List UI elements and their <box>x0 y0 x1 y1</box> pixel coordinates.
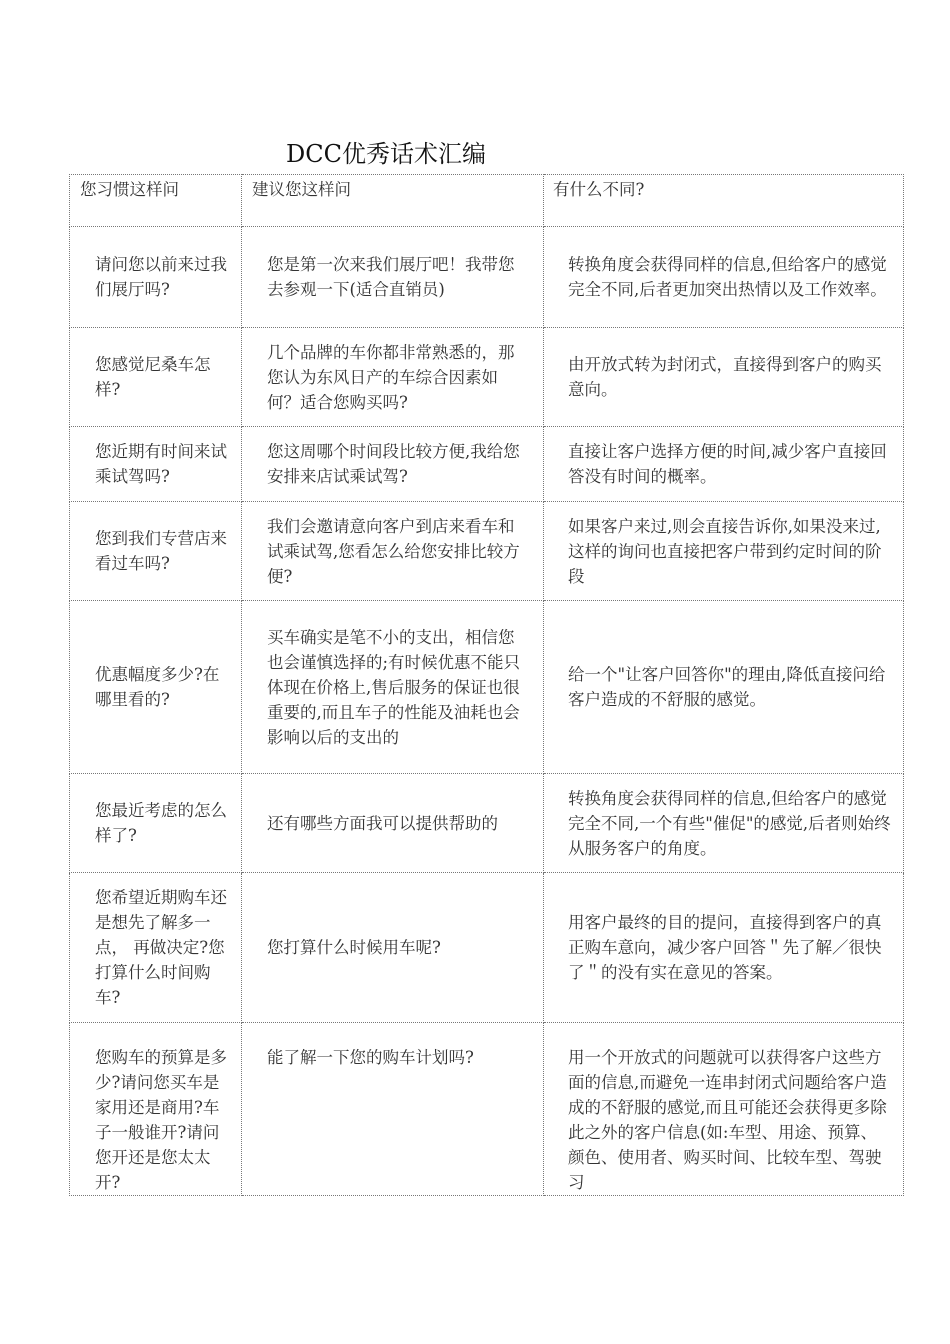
table-row <box>70 601 904 774</box>
table-row <box>70 873 904 1023</box>
header-cell-difference: 有什么不同? <box>544 175 904 227</box>
suggested-question: 您打算什么时候用车呢? <box>242 873 544 1023</box>
table-row <box>70 502 904 601</box>
habit-question: 您最近考虑的怎么样了? <box>70 774 242 873</box>
suggested-question: 我们会邀请意向客户到店来看车和试乘试驾,您看怎么给您安排比较方便? <box>242 502 544 601</box>
habit-question: 您到我们专营店来看过车吗? <box>70 502 242 601</box>
difference-note: 转换角度会获得同样的信息,但给客户的感觉完全不同,一个有些"催促"的感觉,后者则始终从服务客户的角度。 <box>544 774 904 873</box>
table-row <box>70 427 904 502</box>
difference-note: 用客户最终的目的提问，直接得到客户的真正购车意向，减少客户回答＂先了解／很快了＂的没有实在意见的答案。 <box>544 873 904 1023</box>
difference-note: 由开放式转为封闭式，直接得到客户的购买意向。 <box>544 328 904 427</box>
suggested-question: 您是第一次来我们展厅吧！我带您去参观一下(适合直销员) <box>242 227 544 328</box>
header-cell-suggest: 建议您这样问 <box>242 175 544 227</box>
habit-question: 您近期有时间来试乘试驾吗? <box>70 427 242 502</box>
suggested-question: 您这周哪个时间段比较方便,我给您安排来店试乘试驾? <box>242 427 544 502</box>
difference-note <box>544 1023 904 1196</box>
suggested-question: 能了解一下您的购车计划吗? <box>242 1023 544 1196</box>
difference-note-text: 用一个开放式的问题就可以获得客户这些方面的信息,而避免一连串封闭式问题给客户造成的不舒服的感觉,而且可能还会获得更多除此之外的客户信息(如:车型、用途、预算、颜色、使用者、购买时间、比较车型、驾驶习 <box>568 1048 887 1192</box>
difference-note: 直接让客户选择方便的时间,减少客户直接回答没有时间的概率。 <box>544 427 904 502</box>
difference-note: 转换角度会获得同样的信息,但给客户的感觉完全不同,后者更加突出热情以及工作效率。 <box>544 227 904 328</box>
habit-question: 优惠幅度多少?在哪里看的? <box>70 601 242 774</box>
script-table <box>69 174 904 1196</box>
habit-question: 请问您以前来过我们展厅吗? <box>70 227 242 328</box>
document-title: DCC优秀话术汇编 <box>286 140 486 168</box>
table-row <box>70 227 904 328</box>
difference-note: 如果客户来过,则会直接告诉你,如果没来过,这样的询问也直接把客户带到约定时间的阶段 <box>544 502 904 601</box>
habit-question: 您购车的预算是多少?请问您买车是家用还是商用?车子一般谁开?请问您开还是您太太开? <box>70 1023 242 1196</box>
difference-note: 给一个"让客户回答你"的理由,降低直接问给客户造成的不舒服的感觉。 <box>544 601 904 774</box>
habit-question: 您感觉尼桑车怎样? <box>70 328 242 427</box>
suggested-question: 几个品牌的车你都非常熟悉的，那您认为东风日产的车综合因素如何？适合您购买吗? <box>242 328 544 427</box>
table-row <box>70 774 904 873</box>
table-header-row <box>70 175 904 227</box>
header-cell-habit: 您习惯这样问 <box>70 175 242 227</box>
table-row <box>70 328 904 427</box>
table-row <box>70 1023 904 1196</box>
habit-question: 您希望近期购车还是想先了解多一点， 再做决定?您打算什么时间购车? <box>70 873 242 1023</box>
suggested-question: 买车确实是笔不小的支出，相信您也会谨慎选择的;有时候优惠不能只体现在价格上,售后服务的保证也很重要的,而且车子的性能及油耗也会影响以后的支出的 <box>242 601 544 774</box>
suggested-question: 还有哪些方面我可以提供帮助的 <box>242 774 544 873</box>
